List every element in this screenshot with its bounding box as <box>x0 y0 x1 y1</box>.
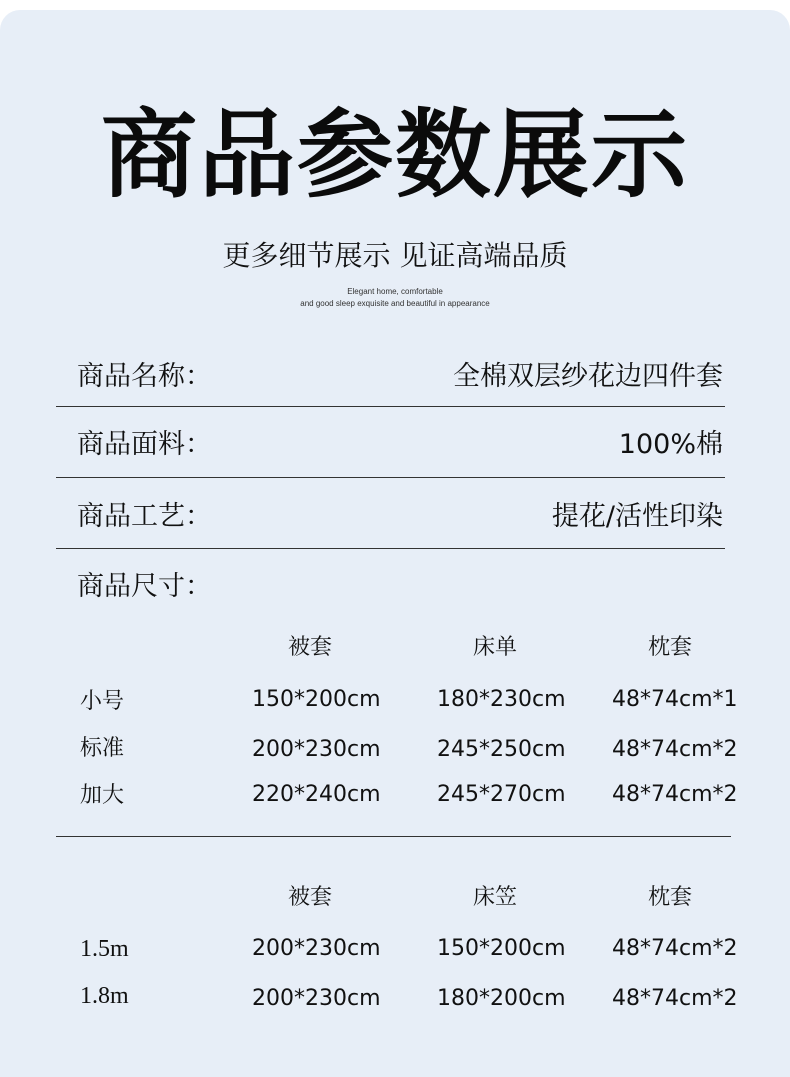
param-row-fabric <box>0 425 790 465</box>
divider <box>56 406 725 407</box>
table1-header-pillowcase: 枕套 <box>647 635 692 660</box>
param-label: 商品面料： <box>77 429 212 460</box>
table2-header-duvet: 被套 <box>287 885 332 910</box>
divider <box>56 477 725 478</box>
table1-cell: 245*250cm <box>437 737 566 762</box>
table1-row-name: 标准 <box>80 736 125 761</box>
table1-cell: 180*230cm <box>437 687 566 712</box>
param-label: 商品尺寸： <box>77 571 212 602</box>
table1-row-name: 加大 <box>80 783 125 808</box>
table1-cell: 48*74cm*2 <box>612 737 738 762</box>
table2-cell: 200*230cm <box>252 936 381 961</box>
english-tagline-line2: and good sleep exquisite and beautiful in appearance <box>300 299 490 308</box>
param-row-name <box>0 357 790 397</box>
table2-header-pillowcase: 枕套 <box>647 885 692 910</box>
table1-cell: 245*270cm <box>437 782 566 807</box>
page-title: 商品参数展示 <box>101 99 689 211</box>
param-label: 商品工艺： <box>77 501 212 532</box>
param-value: 提花/活性印染 <box>551 501 723 532</box>
table2-cell: 48*74cm*2 <box>612 936 738 961</box>
table2-cell: 150*200cm <box>437 936 566 961</box>
table2-cell: 200*230cm <box>252 986 381 1011</box>
table2-cell: 180*200cm <box>437 986 566 1011</box>
divider <box>56 548 725 549</box>
param-row-size <box>0 567 790 607</box>
param-value: 100%棉 <box>618 429 723 460</box>
table1-cell: 220*240cm <box>252 782 381 807</box>
table1-row-name: 小号 <box>80 689 125 714</box>
param-label: 商品名称： <box>77 361 212 392</box>
table1-cell: 150*200cm <box>252 687 381 712</box>
table2-row-name: 1.5m <box>80 936 129 962</box>
table2-header-fitted-sheet: 床笠 <box>472 885 517 910</box>
table1-header-duvet: 被套 <box>287 635 332 660</box>
table1-cell: 48*74cm*1 <box>612 687 738 712</box>
table2-cell: 48*74cm*2 <box>612 986 738 1011</box>
table1-cell: 200*230cm <box>252 737 381 762</box>
table1-header-sheet: 床单 <box>472 635 517 660</box>
param-value: 全棉双层纱花边四件套 <box>453 361 723 392</box>
param-row-craft <box>0 497 790 537</box>
english-tagline-line1: Elegant home, comfortable <box>347 287 443 296</box>
table2-row-name: 1.8m <box>80 983 129 1009</box>
page-subtitle: 更多细节展示 见证高端品质 <box>222 239 568 272</box>
table1-cell: 48*74cm*2 <box>612 782 738 807</box>
divider <box>56 836 731 837</box>
